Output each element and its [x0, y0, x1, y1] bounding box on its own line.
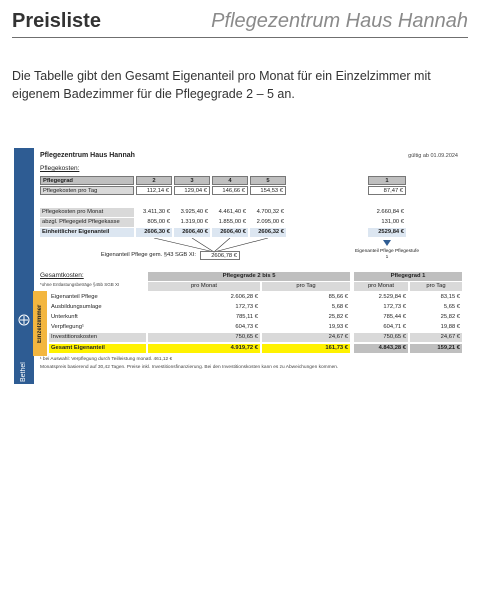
col-header-tag-g1: pro Tag: [410, 282, 462, 291]
table-cell: 24,67 €: [410, 333, 462, 342]
table-cell: 4.700,32 €: [256, 209, 284, 215]
table-cell: 805,00 €: [147, 219, 170, 225]
table-cell: 3.925,40 €: [180, 209, 208, 215]
table-cell: 3.411,30 €: [143, 209, 170, 215]
col-header-tag: pro Tag: [262, 282, 350, 291]
table-cell: 604,71 €: [383, 324, 406, 330]
table-cell: 2606,30 €: [136, 228, 172, 237]
price-table-image: [14, 148, 466, 384]
group-header-1: Pflegegrad 1: [354, 272, 462, 281]
grade-header: 3: [174, 176, 210, 185]
table-cell: 2.606,28 €: [230, 294, 258, 300]
table-cell: 19,93 €: [328, 324, 348, 330]
sheet-title: Pflegezentrum Haus Hannah: [40, 152, 135, 159]
table-cell: 2.660,84 €: [376, 209, 404, 215]
table-cell: 24,67 €: [262, 333, 350, 342]
footnote: ¹ bei Auswahl: Verpflegung durch Teilleistung monatl. 461,12 €: [40, 357, 173, 362]
table-cell: 131,00 €: [381, 219, 404, 225]
page-title: Preisliste: [12, 10, 101, 32]
table-cell: 172,73 €: [383, 304, 406, 310]
row-label: Ausbildungsumlage: [51, 304, 102, 310]
page-header: [12, 8, 468, 38]
bethel-wordmark: Bethel: [20, 362, 27, 382]
table-cell: 785,11 €: [235, 314, 258, 320]
table-cell: 19,88 €: [440, 324, 460, 330]
table-cell: 83,15 €: [440, 294, 460, 300]
row-label: abzgl. Pflegegeld Pflegekasse: [40, 218, 134, 227]
eea-value: 2606,78 €: [200, 251, 240, 260]
col-header-monat: pro Monat: [148, 282, 260, 291]
eea-label: Eigenanteil Pflege gem. §43 SGB XI:: [100, 252, 196, 258]
table-cell: 87,47 €: [368, 186, 406, 195]
row-label: Verpflegung¹: [51, 324, 84, 330]
total-cell: 161,73 €: [262, 344, 350, 353]
table-cell: 25,82 €: [440, 314, 460, 320]
gesamt-subnote: *ohne Entlastungsbeträge §45b SGB XI: [40, 282, 120, 287]
table-cell: 2.095,00 €: [256, 219, 284, 225]
grade1-note: Eigenanteil Pflege Pflegestufe 1: [354, 249, 419, 260]
bethel-logo-icon: [18, 314, 30, 326]
brand-sidebar: [14, 148, 34, 384]
table-cell: 5,65 €: [443, 304, 460, 310]
footnote: Monatspreis basierend auf 30,42 Tagen. Preise inkl. Investitionsfinanzierung. Bei den Investitionskosten kann es zu Abweichungen kommen.: [40, 365, 339, 370]
table-cell: 154,53 €: [250, 186, 286, 195]
total-cell: 159,21 €: [410, 344, 462, 353]
row-label: Pflegekosten pro Tag: [40, 186, 134, 195]
table-cell: 2606,32 €: [250, 228, 286, 237]
row-label: Eigenanteil Pflege: [51, 294, 98, 300]
table-cell: 750,65 €: [148, 333, 260, 342]
total-cell: 4.919,72 €: [148, 344, 260, 353]
table-cell: 112,14 €: [136, 186, 172, 195]
valid-date: gültig ab 01.09.2024: [408, 153, 458, 159]
table-cell: 146,66 €: [212, 186, 248, 195]
group-header-2-5: Pflegegrade 2 bis 5: [148, 272, 350, 281]
table-cell: 2606,40 €: [174, 228, 210, 237]
grade1-header: 1: [368, 176, 406, 185]
grade-header: 2: [136, 176, 172, 185]
section-pflegekosten: Pflegekosten:: [40, 165, 80, 172]
table-cell: 2.529,84 €: [378, 294, 406, 300]
table-cell: 5,68 €: [331, 304, 348, 310]
total-label: Gesamt Eigenanteil: [49, 344, 146, 353]
row-label: Einheitlicher Eigenanteil: [40, 228, 134, 237]
table-cell: 1.319,00 €: [180, 219, 208, 225]
row-label: Investitionskosten: [49, 333, 146, 342]
table-cell: 85,66 €: [328, 294, 348, 300]
table-cell: 25,82 €: [328, 314, 348, 320]
facility-title: Pflegezentrum Haus Hannah: [211, 10, 468, 32]
table-cell: 2529,84 €: [368, 228, 406, 237]
table-cell: 750,65 €: [354, 333, 408, 342]
section-gesamtkosten: Gesamtkosten:: [40, 272, 84, 279]
arrow-down-icon: [383, 240, 391, 246]
table-cell: 604,73 €: [235, 324, 258, 330]
pflegegrad-label: Pflegegrad: [40, 176, 134, 185]
table-cell: 2606,40 €: [212, 228, 248, 237]
table-cell: 129,04 €: [174, 186, 210, 195]
total-cell: 4.843,28 €: [354, 344, 408, 353]
row-label: Unterkunft: [51, 314, 78, 320]
grade-header: 4: [212, 176, 248, 185]
table-cell: 172,73 €: [235, 304, 258, 310]
table-cell: 1.855,00 €: [218, 219, 246, 225]
intro-text: Die Tabelle gibt den Gesamt Eigenanteil pro Monat für ein Einzelzimmer mit eigenem Badezimmer für die Pflegegrade 2 – 5 an.: [12, 69, 431, 101]
room-type-label: Einzelzimmer: [37, 304, 43, 343]
col-header-monat-g1: pro Monat: [354, 282, 408, 291]
row-label: Pflegekosten pro Monat: [40, 208, 134, 217]
table-cell: 785,44 €: [383, 314, 406, 320]
grade-header: 5: [250, 176, 286, 185]
table-cell: 4.461,40 €: [218, 209, 246, 215]
